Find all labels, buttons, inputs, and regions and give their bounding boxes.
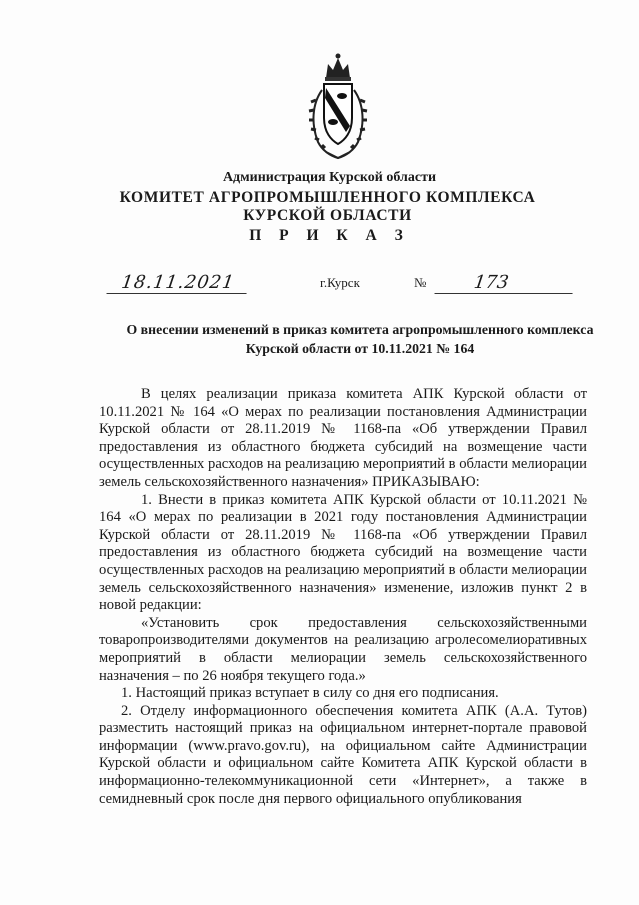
document-body — [99, 386, 587, 808]
kursk-coat-of-arms-icon — [308, 52, 368, 164]
body-paragraph-preamble: В целях реализации приказа комитета АПК Курской области от 10.11.2021 № 164 «О мерах по реализации постановления Администрации Курской области от 28.11.2019 № 1168-па «Об утверждении Правил предоставления из областного бюджета субсидий на возмещение части осуществленных расходов на реализацию мероприятий в области мелиорации земель сельскохозяйственного назначения» ПРИКАЗЫВАЮ: — [99, 386, 587, 490]
document-title: О внесении изменений в приказ комитета агропромышленного комплекса Курской области от 10.11.2021 № 164 — [126, 322, 594, 356]
document-date: 18.11.2021 — [106, 272, 249, 294]
header-committee: КОМИТЕТ АГРОПРОМЫШЛЕННОГО КОМПЛЕКСА — [119, 189, 536, 206]
body-paragraph-item-2: 2. Отделу информационного обеспечения комитета АПК (А.А. Тутов) разместить настоящий приказ на официальном интернет-портале правовой информации (www.pravo.gov.ru), на официальном сайте Администрации Курской области и официальном сайте Комитета АПК Курской области в информационно-телекоммуникационной сети «Интернет», а также в семидневный срок после дня первого официального опубликования — [99, 702, 587, 807]
header-administration: Администрация Курской области — [222, 170, 437, 185]
document-number-label: № — [414, 275, 427, 290]
body-paragraph-quote: «Установить срок предоставления сельскохозяйственными товаропроизводителями документов на реализацию агролесомелиоративных мероприятий в области мелиорации земель сельскохозяйственного назначения – по 26 ноября текущего года.» — [99, 614, 587, 684]
header-region: КУРСКОЙ ОБЛАСТИ — [243, 207, 412, 224]
body-paragraph-item-1: 1. Внести в приказ комитета АПК Курской области от 10.11.2021 № 164 «О мерах по реализации в 2021 году постановления Администрации Курской области от 28.11.2019 № 1168-па «Об утверждении Правил предоставления из областного бюджета субсидий на возмещение части осуществленных расходов на реализацию мероприятий в области мелиорации земель сельскохозяйственного назначения» изменение, изложив пункт 2 в новой редакции: — [99, 491, 587, 614]
body-paragraph-effective: 1. Настоящий приказ вступает в силу со дня его подписания. — [121, 685, 499, 702]
document-meta-row — [0, 272, 639, 296]
header-document-type: П Р И К А З — [249, 227, 410, 244]
document-city: г.Курск — [320, 275, 360, 290]
document-number: 173 — [434, 272, 575, 294]
